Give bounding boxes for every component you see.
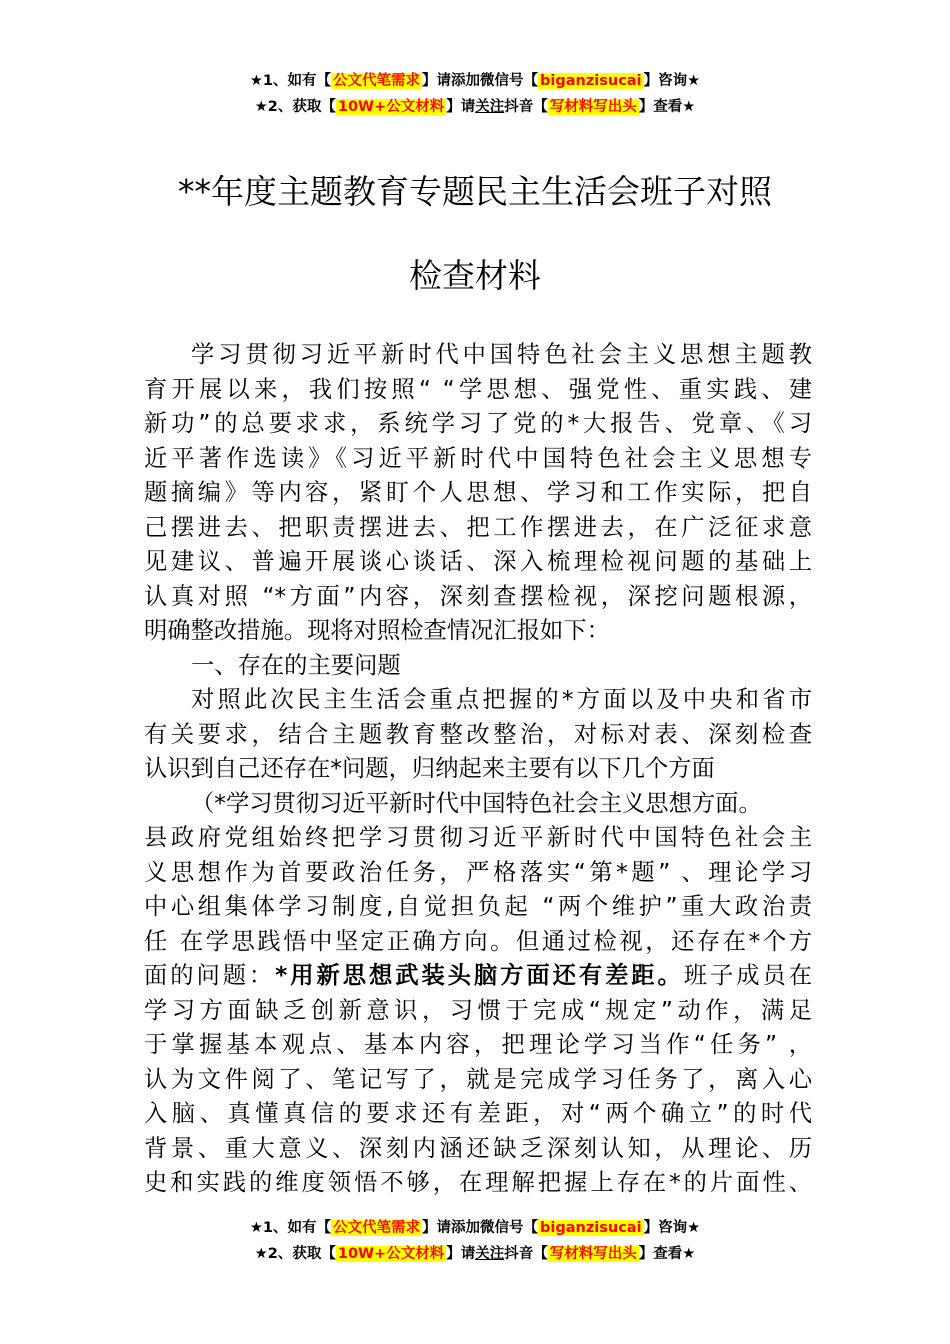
body-line: 史和实践的维度领悟不够，在理解把握上存在*的片面性、 bbox=[144, 1169, 812, 1196]
body-line: 新功”的总要求求，系统学习了党的*大报告、党章、《习 bbox=[144, 410, 812, 437]
bottom-promo-banner bbox=[0, 1215, 950, 1267]
document-body bbox=[144, 338, 812, 1201]
bold-point: *用新思想武装头脑方面还有差距。 bbox=[275, 962, 684, 989]
underline-follow: 关注 bbox=[475, 1246, 505, 1262]
body-line: 己摆进去、把职责摆进去、把工作摆进去，在广泛征求意 bbox=[144, 513, 812, 541]
promo-line-2: ★2、获取【 10W+公文材料 】请关注抖音【 写材料写出头 】查看★ bbox=[254, 99, 696, 115]
body-line: 义思想作为首要政治任务，严格落实“第*题” 、理论学习 bbox=[144, 858, 812, 886]
body-line: 见建议、普遍开展谈心谈话、深入梳理检视问题的基础上 bbox=[144, 548, 812, 575]
body-line: 认识到自己还存在*问题，归纳起来主要有以下几个方面 bbox=[144, 755, 715, 782]
body-line: 明确整改措施。现将对照检查情况汇报如下： bbox=[144, 617, 610, 644]
highlight-wechat-id: biganzisucai bbox=[540, 73, 642, 89]
highlight-douyin-account: 写材料写出头 bbox=[549, 99, 637, 115]
highlight-service: 公文代笔需求 bbox=[333, 73, 421, 89]
body-line: 近平著作选读》《习近平新时代中国特色社会主义思想专 bbox=[144, 444, 812, 472]
body-line: 题摘编》等内容，紧盯个人思想、学习和工作实际，把自 bbox=[144, 479, 812, 506]
highlight-service: 公文代笔需求 bbox=[333, 1220, 421, 1236]
body-line: 任 在学思践悟中坚定正确方向。但通过检视，还存在*个方 bbox=[144, 927, 812, 955]
highlight-materials: 10W+公文材料 bbox=[337, 99, 445, 115]
body-line: 育开展以来，我们按照“ “学思想、强党性、重实践、建 bbox=[144, 375, 812, 403]
promo-line-1: ★1、如有【 公文代笔需求 】请添加微信号【 biganzisucai 】咨询★ bbox=[249, 1220, 701, 1236]
body-line: 学习贯彻习近平新时代中国特色社会主义思想主题教 bbox=[191, 341, 812, 368]
section-heading: 一、存在的主要问题 bbox=[191, 651, 401, 679]
body-line: 背景、重大意义、深刻内涵还缺乏深刻认知，从理论、历 bbox=[144, 1134, 812, 1162]
document-title bbox=[0, 150, 950, 318]
body-line: 学习方面缺乏创新意识，习惯于完成“规定”动作，满足 bbox=[144, 996, 812, 1024]
body-line: 有关要求，结合主题教育整改整治，对标对表、深刻检查 bbox=[144, 720, 812, 748]
body-line: 县政府党组始终把学习贯彻习近平新时代中国特色社会主 bbox=[144, 824, 812, 851]
title-line-1: **年度主题教育专题民主生活会班子对照 bbox=[178, 172, 772, 211]
body-line-mixed: 面的问题：*用新思想武装头脑方面还有差距。班子成员在 bbox=[144, 962, 813, 989]
body-line-mixed: 入脑、真懂真信的要求还有差距，对“两个确立”的时代 bbox=[144, 1100, 813, 1127]
promo-line-2: ★2、获取【 10W+公文材料 】请关注抖音【 写材料写出头 】查看★ bbox=[254, 1246, 696, 1262]
highlight-douyin-account: 写材料写出头 bbox=[549, 1246, 637, 1262]
body-line: 中心组集体学习制度,自觉担负起 “两个维护”重大政治责 bbox=[144, 893, 812, 920]
highlight-wechat-id: biganzisucai bbox=[540, 1220, 642, 1236]
underline-follow: 关注 bbox=[475, 99, 505, 115]
body-line: 认为文件阅了、笔记写了，就是完成学习任务了，离入心 bbox=[144, 1065, 812, 1093]
promo-line-1: ★1、如有【 公文代笔需求 】请添加微信号【 biganzisucai 】咨询★ bbox=[249, 73, 701, 89]
body-line: 于掌握基本观点、基本内容，把理论学习当作“任务” ， bbox=[144, 1031, 812, 1058]
highlight-materials: 10W+公文材料 bbox=[337, 1246, 445, 1262]
body-line: 认真对照 “*方面”内容，深刻查摆检视，深挖问题根源， bbox=[144, 582, 812, 610]
subsection-heading: （*学习贯彻习近平新时代中国特色社会主义思想方面。 bbox=[191, 789, 762, 817]
top-promo-banner bbox=[0, 68, 950, 120]
body-line: 对照此次民主生活会重点把握的*方面以及中央和省市 bbox=[191, 686, 812, 713]
title-line-2: 检查材料 bbox=[409, 256, 541, 295]
